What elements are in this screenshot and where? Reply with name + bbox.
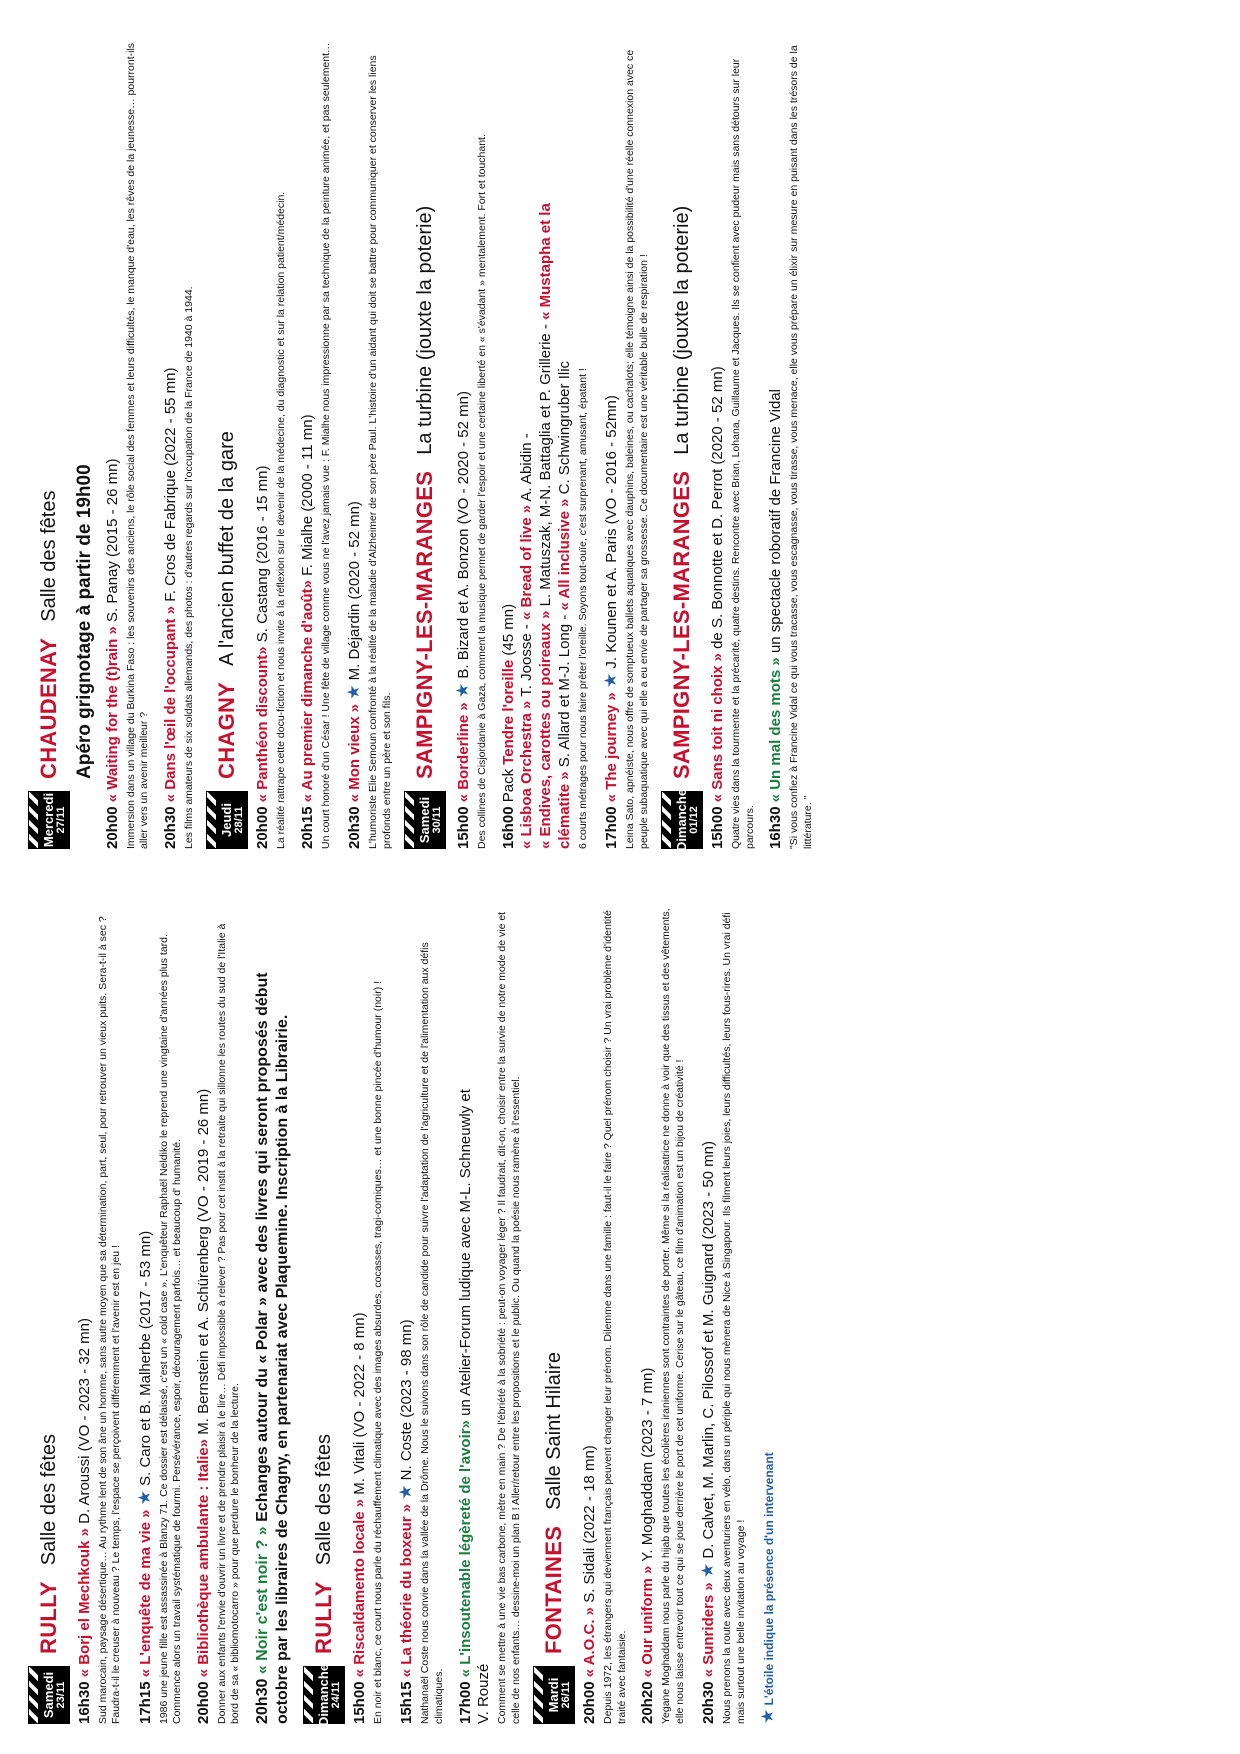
clapper-date: 30/11 [430,806,443,834]
clapper-stripes [661,791,672,849]
event-description: Un court honoré d'un César ! Une fête de village comme vous ne l'avez jamais vue : F. Mialhe nous impressionne par sa technique de la peinture animée, et pas seulement… [319,42,332,849]
event-line: octobre par les libraires de Chagny, en partenariat avec Plaquemine. Inscription à la Librairie. [274,1014,292,1724]
event-time: 16h30 [767,806,785,849]
event-time: 15h00 [351,1681,369,1724]
event-title: « A.O.C. » [581,1606,599,1678]
venue-name: La turbine (jouxte la poterie) [413,205,436,455]
event-description: "Si vous confiez à Francine Vidal ce qui vous tracasse, vous escagnasse, vous tirasse, vous menace, elle vous prépare un élixir sur mesure en puisant dans les trésors de la littérature. " [788,45,814,849]
speaker-star-icon: ★ [453,682,473,699]
short-title: « All inclusive » [555,498,573,611]
speaker-star-icon: ★ [396,1484,416,1500]
event [639,904,687,1724]
event-description: Yegane Moghaddam nous parle du hijab que toutes les écolières iraniennes sont contraintes de porter. Même si la réalisatrice ne donne à voir que des tissus et des vêtements, elle nous laisse entrevoir tout ce qui se joue derrière le port de cet uniforme. Cerise sur le gâteau, ce film d'animation est un bijou de créativité ! [660,908,686,1724]
event-credits: M. Bernstein et A. Schürenberg (VO - 2019 - 26 mn) [195,1088,213,1435]
event-title: « Dans l'œil de l'occupant » [162,605,180,803]
event [697,904,748,1724]
clapper-day: Dimanche [316,1663,331,1727]
event [195,904,243,1724]
clapper-day: Mardi [546,1677,562,1713]
short-credits: C. Schwingruber Ilic [555,360,573,495]
short-title: « Bread of live » [518,504,536,620]
apero-note: Apéro grignotage à partir de 19h00 [74,464,95,779]
legend-text: L'étoile indique la présence d'un intervenant [762,1452,777,1706]
event-title: Tendre l'oreille [499,659,517,765]
event-time: 17h00 [603,806,621,849]
clapper-day: Dimanche [674,788,690,852]
event [767,29,815,849]
event-time: 16h30 [76,1681,93,1724]
block-chaudenay [28,29,196,849]
event-time: 17h00 [456,1681,474,1724]
clapperboard-icon [303,1663,345,1727]
clapper-board [314,1663,345,1727]
clapper-date: 28/11 [232,806,245,834]
venue-name: La turbine (jouxte la poterie) [670,205,693,455]
right-column [28,29,825,852]
event [600,29,651,849]
event-title: « Sans toit ni choix » [709,653,727,803]
clapper-board [39,1666,70,1724]
clapper-day: Jeudi [219,803,235,837]
town-name: RULLY [311,1581,337,1654]
clapperboard-icon [661,788,703,852]
speaker-star-icon: ★ [698,1562,718,1579]
event [343,29,394,849]
event-description: Des collines de Cisjordanie à Gaza, comment la musique permet de garder l'espoir et une certaine liberté en « s'évadant » mentalement. Fort et touchant. [475,134,488,849]
event-title: « Waiting for the (t)rain » [104,626,121,803]
event [134,904,185,1724]
event-time: 15h00 [709,806,727,849]
clapper-board [217,791,248,849]
clapperboard-icon [28,791,70,849]
town-name: SAMPIGNY-LES-MARANGES [669,470,695,779]
event-time: 20h00 [581,1681,599,1724]
event-time: 20h00 [254,806,272,849]
event [254,29,288,849]
town-name: FONTAINES [541,1525,567,1654]
clapperboard-icon [28,1666,70,1724]
block-header [661,29,703,852]
event-credits: D. Aroussi (VO - 2023 - 32 mn) [76,1317,93,1524]
event-title: « Au premier dimanche d'août» [298,580,316,803]
block-chagny [206,29,394,849]
event-credits: S. Panay (2015 - 26 mn) [104,458,121,622]
event-description: Comment se mettre à une vie bas carbone, mètre en main ? De l'ébriété à la sobriété : peut-on voyager léger ? Il faudrait, dit-on, choisir entre la survie de notre mode de vie et celle de nos enfants… dessine-moi un plan B ! Aller/retour entre les propositions et le public. Ou quand la poésie nous ramène à l'essentiel. [496,911,522,1724]
clapper-board [672,788,703,852]
clapper-board [544,1666,575,1724]
event-time: 15h15 [398,1681,416,1724]
clapper-stripes [533,1666,544,1724]
event-credits: J. Kounen et A. Paris (VO - 2016 - 52mn) [603,395,621,669]
short-credits: A. Abidin - [518,433,536,502]
event-description: 6 courts métrages pour nous faire prêter l'oreille. Soyons tout-ouïe, c'est surprenant, amusant, épatant ! [576,368,589,849]
speaker-star-icon: ★ [758,1708,778,1724]
speaker-star-icon: ★ [344,684,364,700]
event-credits: S. Castang (2016 - 15 mn) [254,465,272,643]
block-rully-dimanche [303,904,523,1727]
block-header [28,29,70,849]
event-credits: S. Sidali (2022 - 18 mn) [581,1445,599,1603]
clapper-board [415,791,446,849]
event-title: « Noir c'est noir ? » [254,1526,272,1675]
clapper-stripes [303,1666,314,1724]
event-credits: de S. Bonnotte et D. Perrot (2020 - 52 mn) [709,366,727,649]
event-title: « La théorie du boxeur » [398,1503,416,1678]
clapper-day: Mercredi [40,792,56,848]
event-description: La réalité rattrape cette docu-fiction et nous invite à la réflexion sur le devenir de la médecine, du diagnostic et sur la relation patient/médecin. [275,191,288,849]
event-time: 20h00 [104,806,121,849]
clapperboard-icon [206,791,248,849]
legend [758,904,778,1724]
event-time: 20h30 [346,806,364,849]
clapper-stripes [404,791,415,849]
event [351,904,385,1724]
event-credits: Y. Moghaddam (2023 - 7 mn) [639,1367,657,1562]
event-title: « Bibliothèque ambulante : Italie» [195,1438,213,1678]
event-credits: V. Rouzé [475,1663,493,1724]
event-description: L'humoriste Elie Semoun confronté à la réalité de la maladie d'Alzheimer de son père Paul. L'histoire d'un aidant qui doit se battre pour communiquer et conserver les liens profonds entre un père et son fils. [366,55,393,849]
speaker-star-icon: ★ [135,1490,155,1506]
event-pack: Pack [499,768,517,803]
clapperboard-icon [404,791,446,849]
venue-name: Salle des fêtes [37,490,60,622]
venue-name: Salle Saint Hilaire [542,1351,565,1510]
event-description: Depuis 1972, les étrangers qui deviennent français peuvent changer leur prénom. Dilemme dans une famille : faut-il le faire ? Quel prénom choisir ? Un vrai problème d'identité traité avec fantaisie. [602,910,628,1724]
event [395,904,446,1724]
event-credits: M. Déjardin (2020 - 52 mn) [346,501,364,681]
event-description: En noir et blanc, ce court nous parle du réchauffement climatique avec des images absurdes, cocasses, tragi-comiques… et une bonne pincée d'humour (noir) ! [371,980,384,1724]
event [709,29,757,849]
event-credits: un spectacle roboratif de Francine Vidal [767,389,785,654]
town-name: CHAUDENAY [36,637,61,779]
left-column [28,904,778,1727]
short-credits: L. Matuszak, M-N. Battaglia et P. Grillerie - [537,324,555,607]
block-header [206,29,248,849]
event-description: Immersion dans un village du Burkina Faso : les souvenirs des anciens, le rôle social des femmes et leurs difficultés, le manque d'eau, les rêves de la jeunesse… pourront-ils aller vers un avenir meilleur ? [124,42,151,849]
block-header [303,904,345,1727]
clapperboard-icon [533,1666,575,1724]
event [452,29,489,849]
block-header [404,29,446,849]
event-credits: S. Caro et B. Malherbe (2017 - 53 mn) [137,1230,155,1486]
short-title: « Mustapha et la [537,203,555,320]
clapper-stripes [28,791,39,849]
event [500,29,591,849]
block-rully-samedi [28,904,293,1724]
short-credits: T. Joosse - [518,624,536,697]
venue-name: Salle des fêtes [37,1433,60,1566]
event-time: 20h30 [162,806,180,849]
event [253,904,293,1724]
event [76,904,124,1724]
short-title: « Endives, carottes ou poireaux » [537,610,555,849]
event-credits: un Atelier-Forum ludique avec M-L. Schneuwly et [456,1089,474,1416]
event-description: Nathanaël Coste nous convie dans la vallée de la Drôme. Nous le suivons dans son rôle de candide pour suivre l'adaptation de l'agriculture et de l'alimentation aux défis climatiques. [419,942,445,1724]
event [457,904,524,1724]
town-name: SAMPIGNY-LES-MARANGES [412,470,438,779]
block-header [28,904,70,1724]
short-title: clématite » [555,771,573,849]
clapper-stripes [28,1666,39,1724]
event-credits: B. Bizard et A. Bonzon (VO - 2020 - 52 mn) [455,391,473,679]
event-description: Sud marocain, paysage désertique… Au rythme lent de son âne un homme, sans autre moyen que sa détermination, part, seul, pour retrouver un vieux puits. Sera-t-il à sec ? Faudra-t-il le creuser à nouveau ? Le temps, l'espace se perçoivent différemment et l'avenir est en jeu ! [96,916,123,1724]
event-time: 16h00 [499,806,517,849]
block-fontaines [533,904,778,1724]
event-title: « Borderline » [455,702,473,803]
event-credits: F. Mialhe (2000 - 11 mn) [298,414,316,576]
event-time: 20h30 [254,1678,272,1724]
clapper-date: 26/11 [559,1681,572,1709]
event-title: « Un mal des mots » [767,657,785,803]
event-time: 17h15 [137,1681,155,1724]
venue-name: Salle des fêtes [312,1433,335,1566]
event-title: « Panthéon discount» [254,646,272,803]
event-time: 20h15 [298,806,316,849]
short-title: « Lisboa Orchestra » [518,700,536,849]
event-time: 15h00 [455,806,473,849]
event-description: Leina Sato, apnéiste, nous offre de somptueux ballets aquatiques avec dauphins, baleines, ou cachalots; elle témoigne ainsi de la possibilité d'une réelle connexion avec ce peuple subaquatique avec qui elle a eu envie de partager sa grossesse. Ce documentaire est une véritable bulle de respiration ! [624,49,650,849]
clapper-day: Samedi [417,796,433,844]
clapper-date: 01/12 [687,806,700,834]
event-title: « Mon vieux » [346,703,364,803]
town-name: CHAGNY [214,681,240,779]
event-title: « The journey » [603,692,621,803]
event-credits: M. Vitali (VO - 2022 - 8 mn) [351,1312,369,1495]
event-title: « Borj el Mechkouk » [76,1528,93,1678]
clapper-board [39,791,70,849]
clapper-day: Samedi [40,1671,56,1719]
event-time: 20h00 [195,1681,213,1724]
block-header [533,904,575,1724]
event-credits: N. Coste (2023 - 98 mn) [398,1319,416,1481]
event [162,29,196,849]
venue-name: A l'ancien buffet de la gare [215,431,238,666]
event-description: 1986 une jeune fille est assassinée à Blanzy 71. Ce dossier est délaissé, c'est un « cold case ». L'enquêteur Raphaël Neldiko le reprend une vingtaine d'années plus tard. Commence alors un travail systématique de fourmi. Persévérance, espoir, découragement parfois… et beaucoup d' humanité. [157,934,184,1724]
event [581,904,629,1724]
event-title: « L'enquête de ma vie » [137,1509,155,1678]
event-description: Les films amateurs de six soldats allemands, des photos : d'autres regards sur l'occupation de la France de 1940 à 1944. [182,286,195,849]
town-name: RULLY [36,1581,61,1654]
clapper-date: 24/11 [329,1681,342,1709]
short-credits: S. Allard et M-J. Long - [555,614,573,768]
event-title: « Our uniform » [639,1565,657,1678]
clapper-date: 23/11 [54,1681,67,1709]
clapper-date: 27/11 [54,806,67,834]
block-sampigny-dimanche [661,29,815,852]
event-credits: D. Calvet, M. Marlin, C. Pilossof et M. Guignard (2023 - 50 mn) [700,1140,718,1559]
event-credits: F. Cros de Fabrique (2022 - 55 mn) [162,367,180,602]
event-credits: (45 mn) [499,603,517,656]
event [104,29,152,849]
speaker-star-icon: ★ [601,672,621,689]
event-time: 20h30 [700,1681,718,1724]
clapper-stripes [206,791,217,849]
event [299,29,333,849]
event-description: Nous prenons la route avec deux aventuriers en vélo, dans un périple qui nous mènera de Nice à Singapour. Ils filment leurs joies, leurs difficultés, leurs fous-rires. Un vrai défi mais surtout une belle invitation au voyage ! [721,912,747,1724]
event-title: « L'insoutenable légèreté de l'avoir» [456,1420,474,1678]
event-title: « Riscaldamento locale » [351,1498,369,1678]
event-time: 20h20 [639,1681,657,1724]
block-sampigny-samedi [404,29,651,849]
event-title: « Sunriders » [700,1582,718,1678]
event-line: Echanges autour du « Polar » avec des livres qui seront proposés début [254,972,272,1522]
event-description: Quatre vies dans la tourmente et la précarité, quatre destins. Rencontre avec Brian, Lohana, Guillaume et Jacques. Ils se confient avec pudeur mais sans détours sur leur parcours. [730,58,756,849]
event-description: Donner aux enfants l'envie d'ouvrir un livre et de prendre plaisir à le lire… Défi impossible à relever ? Pas pour cet instit à la retraite qui sillonne les routes du sud de l'Italie à bord de sa « bibliomotocarro » pour que perdure le bonheur de la lecture. [215,923,242,1724]
